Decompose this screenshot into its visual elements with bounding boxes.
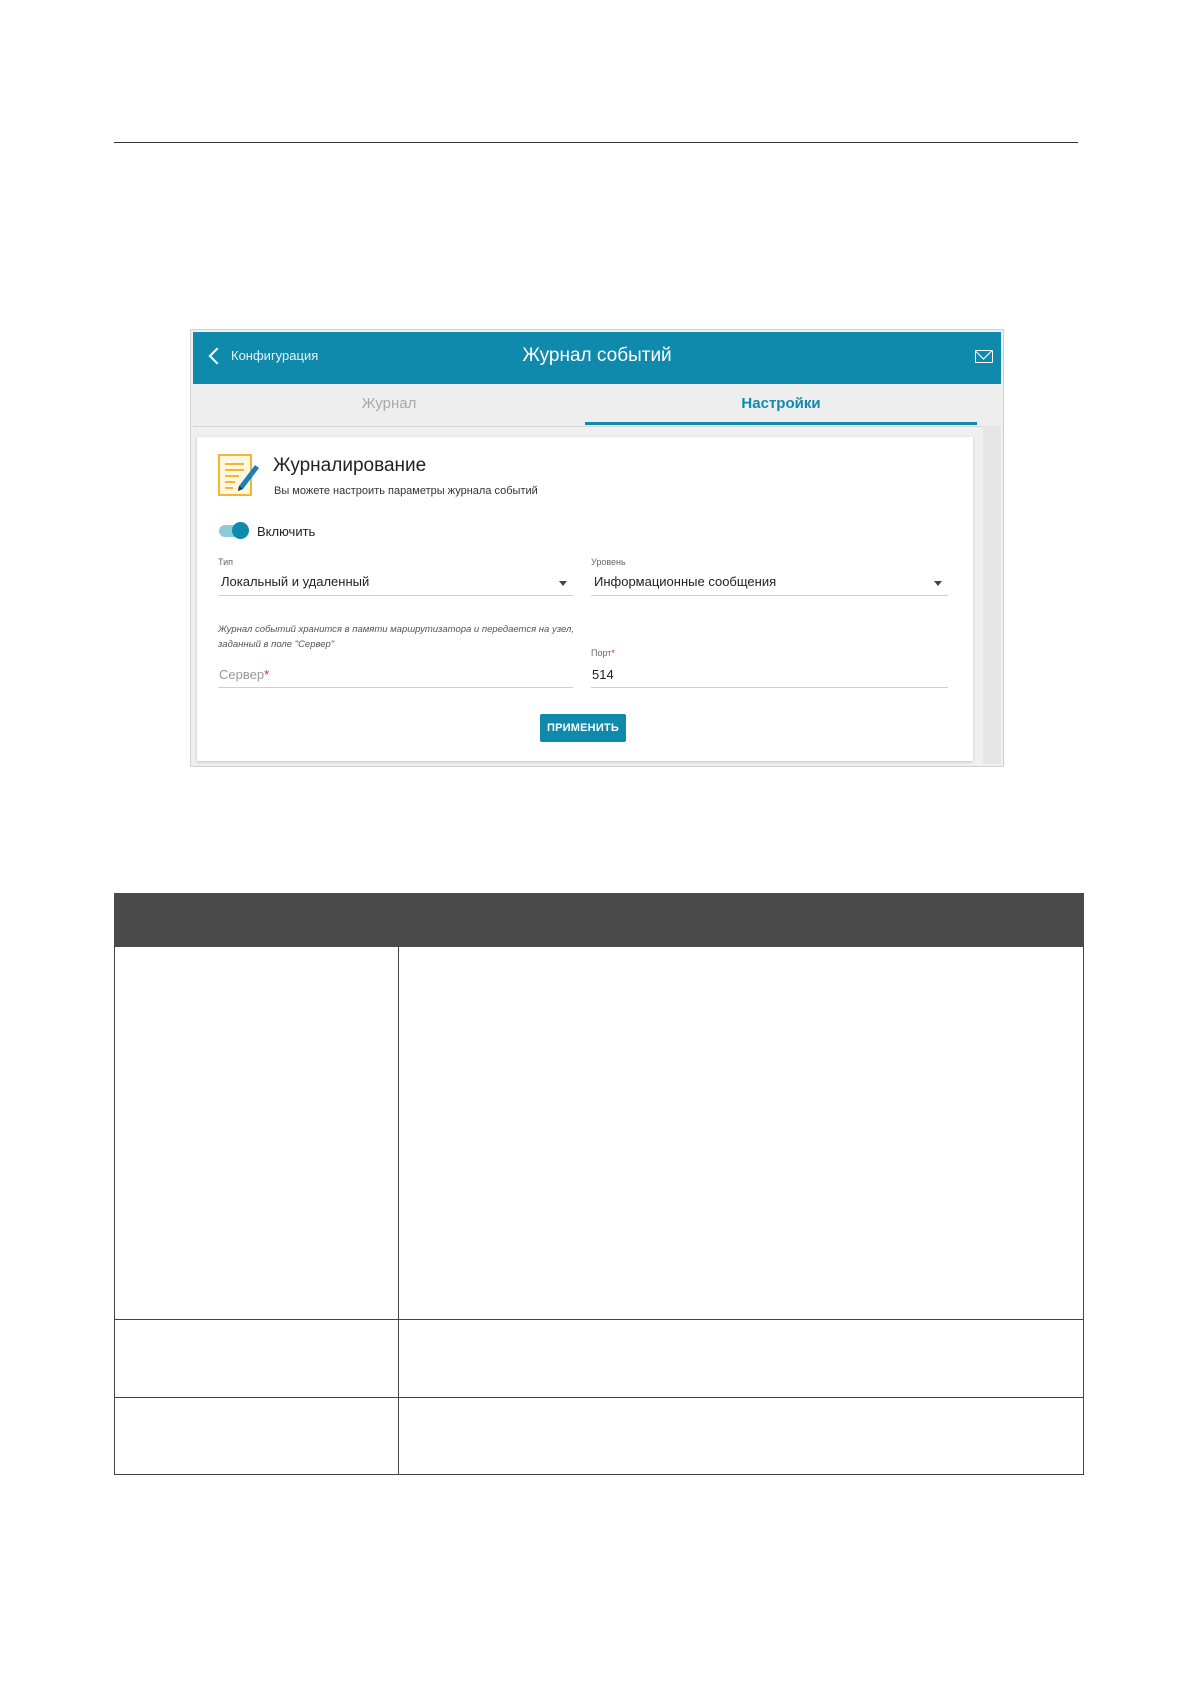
level-label: Уровень [591, 557, 626, 567]
table-row [115, 947, 1084, 1320]
table-header-row [115, 894, 1084, 947]
type-select[interactable] [218, 570, 573, 596]
port-label: Порт* [591, 648, 615, 658]
table-cell [399, 1320, 1084, 1398]
table-cell [115, 947, 399, 1320]
table-cell [399, 947, 1084, 1320]
logging-card [197, 437, 973, 761]
caret-down-icon [559, 581, 567, 586]
type-label: Тип [218, 557, 234, 567]
server-placeholder: Сервер* [219, 667, 270, 682]
type-value: Локальный и удаленный [221, 574, 370, 589]
card-subtitle: Вы можете настроить параметры журнала событий [274, 485, 538, 497]
level-select[interactable] [591, 570, 948, 596]
apply-button[interactable]: ПРИМЕНИТЬ [540, 714, 626, 742]
page-title: Журнал событий [522, 345, 672, 366]
table-row [115, 1398, 1084, 1475]
scroll-area [983, 426, 1001, 764]
table-cell [399, 1398, 1084, 1475]
server-input[interactable] [218, 663, 573, 688]
caret-down-icon [934, 581, 942, 586]
header-cell [399, 894, 1084, 947]
table-cell [115, 1320, 399, 1398]
hint-line: Журнал событий хранится в памяти маршрутизатора и передается на узел, [218, 624, 574, 635]
enable-label: Включить [257, 524, 316, 539]
table-row [115, 1320, 1084, 1398]
type-hint [218, 622, 578, 652]
parameters-table [114, 893, 1084, 1475]
level-value: Информационные сообщения [594, 574, 777, 589]
back-label: Конфигурация [231, 348, 319, 363]
document-edit-icon [217, 453, 261, 499]
mail-icon[interactable] [975, 350, 993, 363]
card-title: Журналирование [273, 455, 427, 476]
tab-journal[interactable]: Журнал [361, 395, 417, 412]
app-bar [193, 332, 1001, 384]
active-tab-indicator [585, 422, 977, 425]
header-cell [115, 894, 399, 947]
enable-toggle[interactable] [219, 525, 247, 537]
table-cell [115, 1398, 399, 1475]
hint-line: заданный в поле "Сервер" [218, 639, 335, 650]
port-input[interactable] [591, 663, 948, 688]
header-rule [114, 142, 1078, 143]
tab-bar [193, 384, 1001, 427]
screenshot-frame [190, 329, 1004, 767]
tab-settings[interactable]: Настройки [741, 395, 821, 412]
toggle-knob [232, 522, 249, 539]
port-value: 514 [592, 667, 614, 682]
